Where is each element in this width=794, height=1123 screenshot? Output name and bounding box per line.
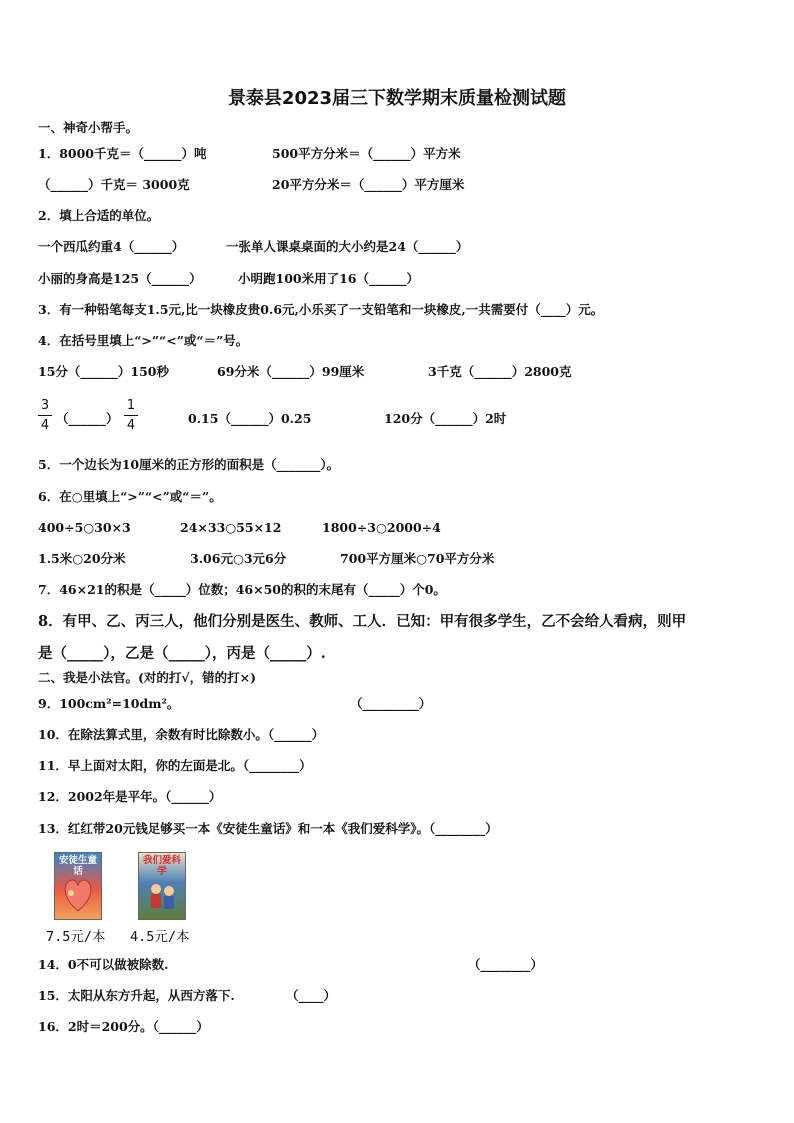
- q3: 3．有一种铅笔每支1.5元,比一块橡皮贵0.6元,小乐买了一支铅笔和一块橡皮,一共需要付（____）元。: [38, 302, 604, 317]
- q4-part-b: 69分米（______）99厘米: [217, 364, 365, 379]
- book-cover-science: [138, 852, 186, 920]
- q14-text: 14．0不可以做被除数.: [38, 957, 169, 972]
- q14-blank: （________）: [468, 957, 544, 972]
- q11: 11．早上面对太阳，你的左面是北。（________）: [38, 758, 312, 773]
- page-title: 景泰县2023届三下数学期末质量检测试题: [227, 88, 567, 109]
- q16: 16．2时＝200分。（______）: [38, 1019, 209, 1034]
- q12: 12．2002年是平年。（______）: [38, 789, 222, 804]
- q6-stem: 6．在○里填上“>”“<”或“＝”。: [38, 489, 222, 504]
- q1-part-b: 500平方分米＝（______）平方米: [272, 146, 461, 161]
- q8-line-2: 是（_____），乙是（_____），丙是（_____）.: [38, 645, 326, 662]
- q7: 7．46×21的积是（_____）位数；46×50的积的末尾有（_____）个0。: [38, 582, 446, 597]
- children-illustration-icon: [139, 853, 185, 919]
- q6-part-c: 1800÷3○2000÷4: [322, 520, 441, 535]
- book-cover-title: 安徒生童话: [58, 855, 97, 877]
- fraction-denominator: 4: [40, 418, 50, 433]
- fraction-numerator: 1: [126, 398, 136, 413]
- q4-part-f: 120分（______）2时: [384, 411, 507, 426]
- q1-part-d: 20平方分米＝（______）平方厘米: [272, 177, 465, 192]
- q1-part-a: 1．8000千克＝（______）吨: [38, 146, 207, 161]
- fraction-numerator: 3: [40, 398, 50, 413]
- q15-blank: （____）: [286, 988, 337, 1003]
- fraction-three-quarters: [38, 398, 52, 433]
- book-cover-andersen: [54, 852, 102, 920]
- q4-stem: 4．在括号里填上“>”“<”或“＝”号。: [38, 333, 249, 348]
- q2-part-c: 小丽的身高是125（______）: [38, 271, 202, 286]
- q4-fraction-blank: （______）: [56, 411, 119, 426]
- fraction-one-quarter: [124, 398, 138, 433]
- section-2-heading: 二、我是小法官。(对的打√，错的打×): [38, 670, 257, 685]
- q2-stem: 2．填上合适的单位。: [38, 208, 160, 223]
- book-cover-title: 我们爱科学: [142, 855, 181, 877]
- q6-part-e: 3.06元○3元6分: [190, 551, 287, 566]
- q2-part-d: 小明跑100米用了16（______）: [238, 271, 419, 286]
- q6-part-a: 400÷5○30×3: [38, 520, 131, 535]
- q13: 13．红红带20元钱足够买一本《安徒生童话》和一本《我们爱科学》。（________）: [38, 821, 498, 836]
- q1-part-c: （______）千克＝ 3000克: [38, 177, 190, 192]
- book-price-andersen: 7.5元/本: [46, 929, 106, 945]
- q4-part-c: 3千克（______）2800克: [428, 364, 572, 379]
- q6-part-d: 1.5米○20分米: [38, 551, 126, 566]
- q4-part-a: 15分（______）150秒: [38, 364, 169, 379]
- q6-part-f: 700平方厘米○70平方分米: [340, 551, 495, 566]
- q10: 10．在除法算式里，余数有时比除数小。（______）: [38, 727, 325, 742]
- q9-text: 9．100cm²=10dm²。: [38, 696, 180, 711]
- q4-part-e: 0.15（______）0.25: [188, 411, 312, 426]
- q5: 5．一个边长为10厘米的正方形的面积是（_______）。: [38, 457, 340, 472]
- book-price-science: 4.5元/本: [130, 929, 190, 945]
- fraction-denominator: 4: [126, 418, 136, 433]
- q9-blank: （_________）: [350, 696, 432, 711]
- q6-part-b: 24×33○55×12: [180, 520, 282, 535]
- q2-part-b: 一张单人课桌桌面的大小约是24（______）: [226, 239, 469, 254]
- q2-part-a: 一个西瓜约重4（______）: [38, 239, 185, 254]
- q8-line-1: 8．有甲、乙、丙三人，他们分别是医生、教师、工人．已知：甲有很多学生，乙不会给人看病，则甲: [38, 613, 687, 630]
- q15-text: 15．太阳从东方升起，从西方落下.: [38, 988, 235, 1003]
- heart-illustration-icon: [55, 853, 101, 919]
- section-1-heading: 一、神奇小帮手。: [38, 120, 139, 135]
